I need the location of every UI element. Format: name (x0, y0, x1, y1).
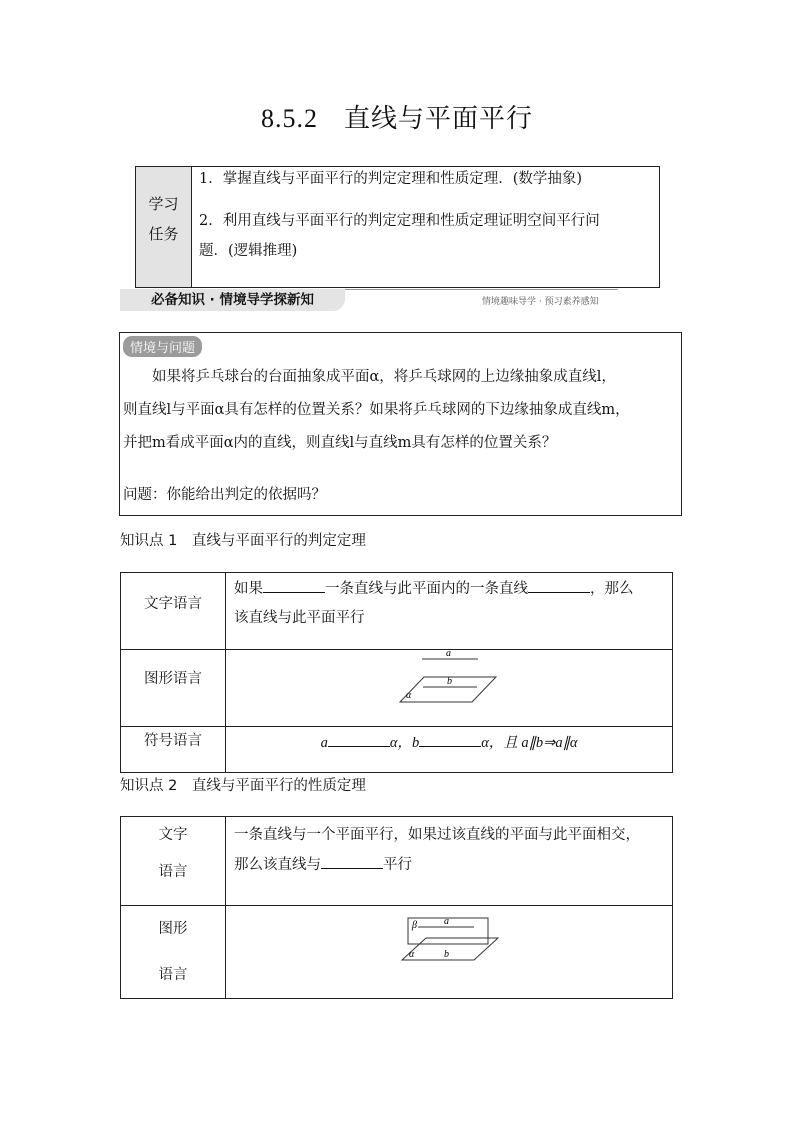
kp2-text-line2b: 平行 (383, 857, 412, 873)
scenario-line-1: 如果将乒乓球台的台面抽象成平面α，将乒乓球网的上边缘抽象成直线l， (152, 369, 616, 385)
tasks-label-line1: 学习 (148, 195, 179, 213)
label-alpha: α (406, 690, 412, 701)
kp2-text-content (226, 817, 673, 906)
kp2-text-label-line2: 语言 (158, 864, 188, 880)
kp2-text-label-line1: 文字 (158, 827, 188, 843)
kp1-text-a: 如果 (234, 581, 263, 597)
blank-3 (328, 732, 390, 747)
tasks-label-line2: 任务 (148, 225, 179, 243)
kp1-text-line2: 该直线与此平面平行 (234, 610, 365, 626)
property-theorem-figure (226, 906, 672, 995)
knowledge-point-1-table (120, 572, 673, 773)
kp2-figure-label (121, 906, 226, 999)
scenario-tag: 情境与问题 (123, 336, 202, 357)
kp2-text-row (121, 817, 673, 906)
learning-tasks-box (135, 166, 660, 288)
blank-2 (528, 578, 590, 593)
sym-sep1: α， (389, 735, 412, 751)
kp1-text-content (226, 573, 673, 650)
kp2-text-line2a: 那么该直线与 (234, 857, 321, 873)
scenario-line-3: 并把m看成平面α内的直线，则直线l与直线m具有怎样的位置关系？ (123, 435, 557, 451)
label-alpha-2: α (409, 949, 415, 960)
blank-5 (321, 854, 383, 869)
label-b-2: b (444, 949, 449, 960)
section-banner: 必备知识 · 情境导学探新知 (120, 289, 345, 311)
sym-b: b (411, 735, 420, 751)
page-title (0, 98, 794, 135)
kp1-figure-label: 图形语言 (121, 650, 226, 727)
label-beta: β (412, 920, 417, 931)
kp1-text-row (121, 573, 673, 650)
kp2-text-label (121, 817, 226, 906)
plane-alpha-2 (402, 938, 498, 960)
tasks-label (136, 167, 192, 287)
task-item-1: 1．掌握直线与平面平行的判定定理和性质定理．(数学抽象) (199, 171, 583, 187)
scenario-box (119, 332, 682, 516)
section-title: 直线与平面平行 (343, 104, 533, 134)
line-plane-parallel-figure (226, 650, 672, 726)
kp2-text-line1: 一条直线与一个平面平行，如果过该直线的平面与此平面相交， (234, 827, 640, 843)
kp1-symbol-label: 符号语言 (121, 727, 226, 773)
kp2-figure-label-line2: 语言 (158, 967, 188, 983)
label-a: a (446, 650, 451, 659)
kp2-figure-cell (226, 906, 673, 999)
kp1-text-c: ，那么 (590, 581, 634, 597)
kp1-figure-row (121, 650, 673, 727)
task-item-2-line1: 2．利用直线与平面平行的判定定理和性质定理证明空间平行问 (199, 213, 600, 229)
knowledge-point-1-heading: 知识点 1 直线与平面平行的判定定理 (120, 533, 366, 549)
banner-subtitle: 情境趣味导学 · 预习素养感知 (482, 297, 599, 307)
task-item-2-line2: 题．(逻辑推理) (199, 243, 298, 259)
label-b: b (447, 676, 452, 687)
kp1-symbol-content (226, 727, 673, 773)
kp2-figure-label-line1: 图形 (158, 921, 188, 937)
kp1-text-label: 文字语言 (121, 573, 226, 650)
sym-sep2: α，且 a∥b⇒a∥α (481, 735, 578, 751)
knowledge-point-2-table (120, 816, 673, 999)
kp1-symbol-row (121, 727, 673, 773)
kp2-figure-row (121, 906, 673, 999)
blank-4 (419, 732, 481, 747)
scenario-question: 问题：你能给出判定的依据吗？ (123, 487, 326, 503)
kp1-text-b: 一条直线与此平面内的一条直线 (325, 581, 528, 597)
blank-1 (263, 578, 325, 593)
scenario-text (123, 361, 673, 460)
label-a-2: a (444, 916, 449, 927)
tasks-items (199, 167, 653, 266)
scenario-line-2: 则直线l与平面α具有怎样的位置关系？如果将乒乓球网的下边缘抽象成直线m， (123, 402, 630, 418)
knowledge-point-2-heading: 知识点 2 直线与平面平行的性质定理 (120, 778, 366, 794)
kp1-figure-cell (226, 650, 673, 727)
section-number: 8.5.2 (260, 104, 318, 133)
sym-a: a (320, 735, 328, 751)
